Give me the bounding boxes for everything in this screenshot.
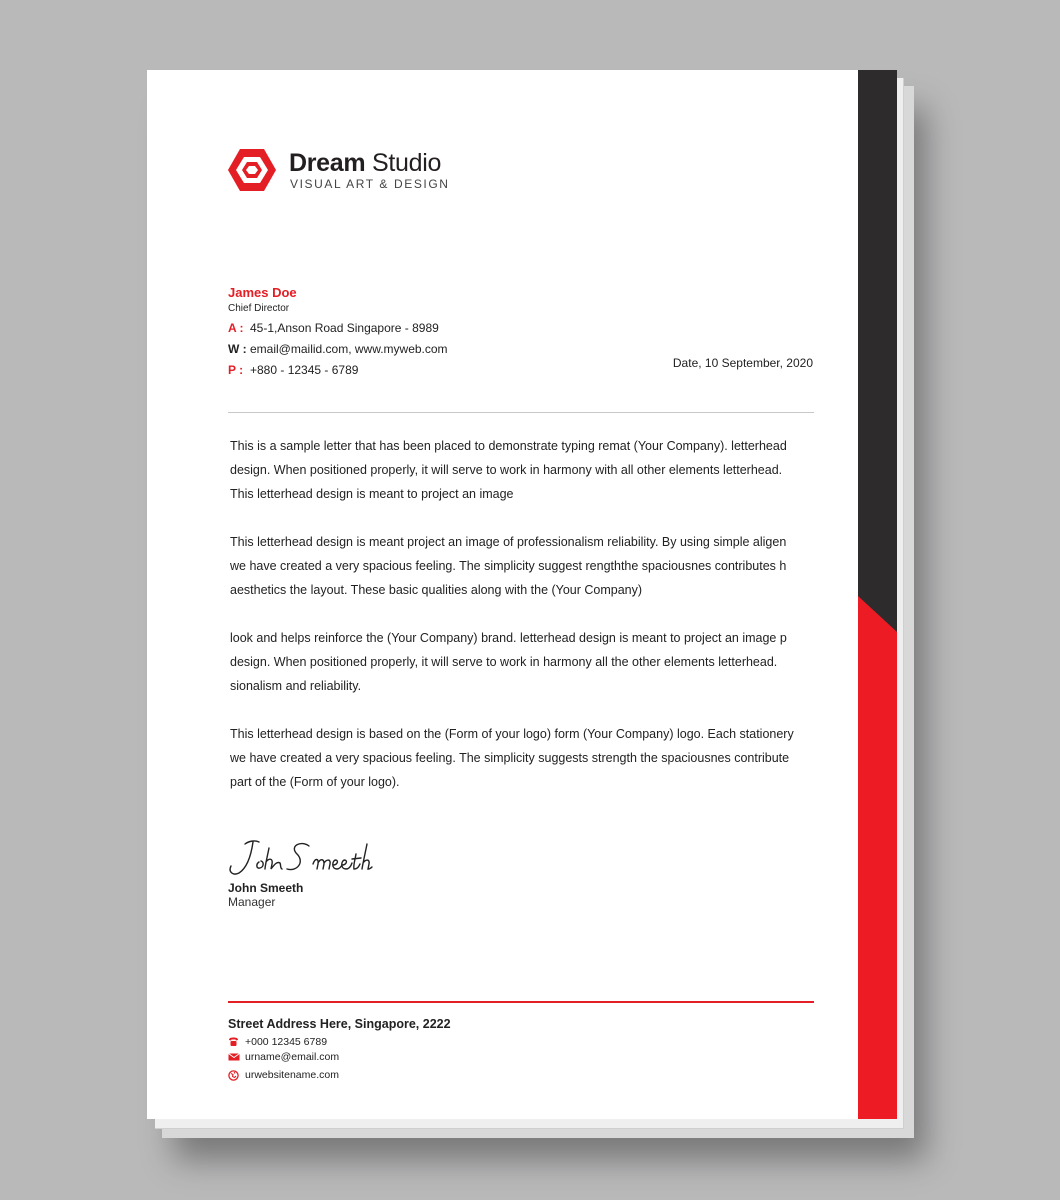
- signer-name: John Smeeth: [228, 881, 304, 895]
- signer-role: Manager: [228, 895, 276, 909]
- body-paragraph: [230, 530, 816, 602]
- paragraph-line: we have created a very spacious feeling. The simplicity suggests strength the spaciousnes contribute: [230, 751, 790, 765]
- header-divider: [228, 412, 814, 413]
- web-label: W :: [228, 342, 247, 356]
- paragraph-line: look and helps reinforce the (Your Company) brand. letterhead design is meant to project an image p: [230, 631, 787, 645]
- footer-divider: [228, 1001, 814, 1003]
- paragraph-line: This letterhead design is meant project an image of professionalism reliability. By using simple aligen: [230, 535, 787, 549]
- sender-address-row: [228, 321, 448, 335]
- envelope-icon: [228, 1052, 240, 1062]
- paragraph-line: This is a sample letter that has been placed to demonstrate typing remat (Your Company). letterhead: [230, 439, 787, 453]
- body-paragraph: [230, 722, 816, 794]
- sender-block: [228, 285, 448, 377]
- paragraph-line: design. When positioned properly, it will serve to work in harmony with all other elements letterhead.: [230, 463, 783, 477]
- brand-logo: [227, 147, 467, 193]
- body-paragraph: [230, 434, 816, 506]
- body-paragraph: [230, 626, 816, 698]
- paragraph-line: This letterhead design is based on the (Form of your logo) form (Your Company) logo. Each stationery: [230, 727, 794, 741]
- sender-address: 45-1,Anson Road Singapore - 8989: [250, 321, 439, 335]
- sender-web: email@mailid.com, www.myweb.com: [250, 342, 448, 356]
- footer-address: Street Address Here, Singapore, 2222: [228, 1017, 451, 1031]
- phone-label: P :: [228, 363, 244, 377]
- brand-name-bold: Dream: [289, 149, 366, 177]
- side-accent-band: [858, 70, 897, 1119]
- footer-email[interactable]: urname@email.com: [245, 1051, 340, 1063]
- paragraph-line: design. When positioned properly, it will serve to work in harmony all the other elements letterhead.: [230, 655, 778, 669]
- phone-icon: [228, 1037, 239, 1047]
- brand-tagline: VISUAL ART & DESIGN: [290, 177, 450, 191]
- paragraph-line: we have created a very spacious feeling. The simplicity suggest rengththe spaciousnes contributes h: [230, 559, 787, 573]
- sender-phone-row: [228, 363, 448, 377]
- address-label: A :: [228, 321, 244, 335]
- globe-icon: [228, 1070, 239, 1081]
- paragraph-line: part of the (Form of your logo).: [230, 775, 400, 789]
- brand-name-light: Studio: [371, 149, 442, 177]
- paragraph-line: sionalism and reliability.: [230, 679, 362, 693]
- brand-name: [289, 149, 441, 178]
- hexagon-icon: [227, 147, 277, 193]
- letterhead-page: [147, 70, 897, 1119]
- footer-phone: +000 12345 6789: [245, 1036, 328, 1048]
- handwritten-signature: [225, 832, 405, 882]
- sender-title: Chief Director: [228, 303, 290, 314]
- sender-name: James Doe: [228, 285, 297, 300]
- sender-phone: +880 - 12345 - 6789: [250, 363, 359, 377]
- letter-date: Date, 10 September, 2020: [672, 356, 813, 370]
- footer-website[interactable]: urwebsitename.com: [245, 1069, 339, 1081]
- letter-body: [230, 434, 816, 818]
- paragraph-line: aesthetics the layout. These basic qualities along with the (Your Company): [230, 583, 643, 597]
- paragraph-line: This letterhead design is meant to project an image: [230, 487, 514, 501]
- sender-web-row: [228, 342, 448, 356]
